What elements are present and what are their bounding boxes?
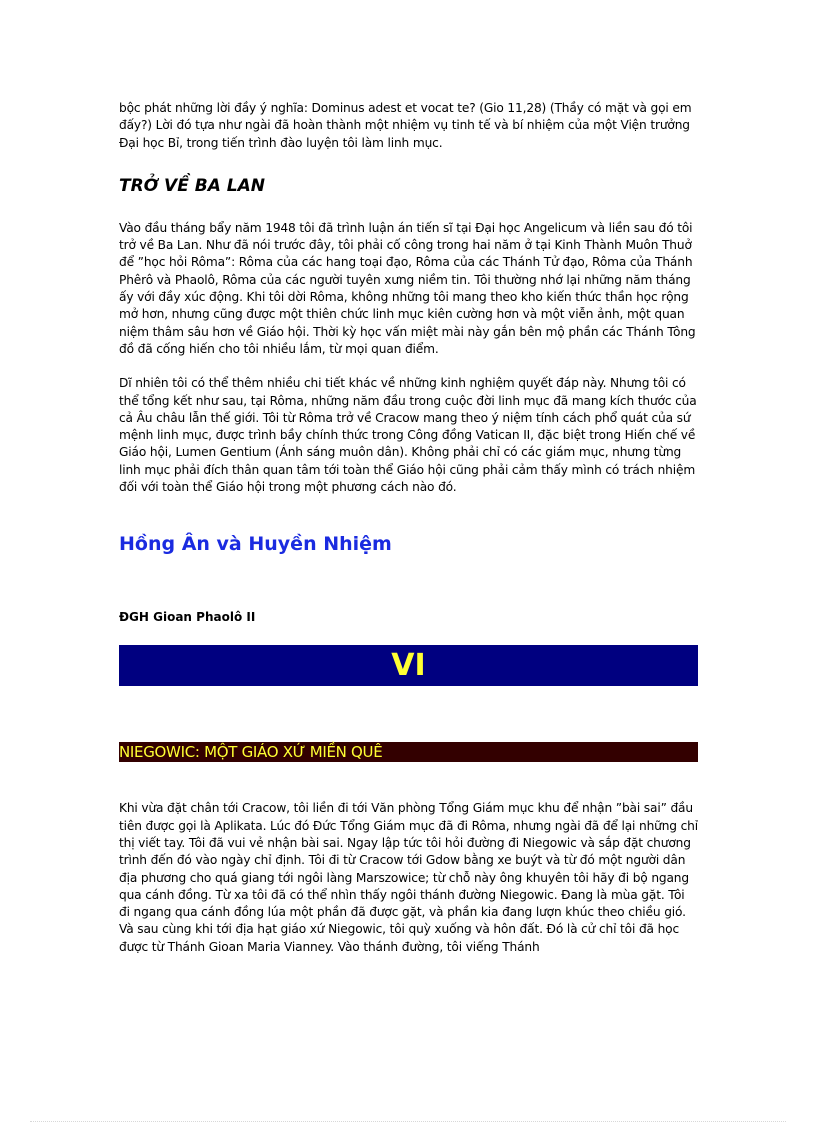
niegowic-paragraph: Khi vừa đặt chân tới Cracow, tôi liền đi tới Văn phòng Tổng Giám mục khu để nhận ”bài sai” đầu tiên được gọi là Aplikata. Lúc đó Đức Tổng Giám mục đã đi Rôma, nhưng ngài đã để lại những chỉ thị viết tay. Tôi đã vui vẻ nhận bài sai. Ngay lập tức tôi hỏi đường đi Niegowic và sắp đặt chương trình đến đó vào ngày chỉ định. Tôi đi từ Cracow tới Gdow bằng xe buýt và từ đó một người dân địa phương cho quá giang tới ngôi làng Marszowice; từ chỗ này ông khuyên tôi hãy đi bộ ngang qua cánh đồng. Từ xa tôi đã có thể nhìn thấy ngôi thánh đường Niegowic. Đang là mùa gặt. Tôi đi ngang qua cánh đồng lúa một phần đã được gặt, và phần kia đang lượn khúc theo chiều gió. Và sau cùng khi tới địa hạt giáo xứ Niegowic, tôi quỳ xuống và hôn đất. Đó là cử chỉ tôi đã học được từ Thánh Gioan Maria Vianney. Vào thánh đường, tôi viếng Thánh <box>119 801 698 954</box>
return-paragraph-1: Vào đầu tháng bẩy năm 1948 tôi đã trình luận án tiến sĩ tại Đại học Angelicum và liền sau đó tôi trở về Ba Lan. Như đã nói trước đây, tôi phải cố công trong hai năm ở tại Kinh Thành Muôn Thuở để ”học hỏi Rôma”: Rôma của các hang toại đạo, Rôma của các Thánh Tử đạo, Rôma của Thánh Phêrô và Phaolô, Rôma của các người tuyên xưng niềm tin. Tôi thường nhớ lại những năm tháng ấy với đầy xúc động. Khi tôi dời Rôma, không những tôi mang theo kho kiến thức thần học rộng mở hơn, nhưng cũng được một thiên chức linh mục kiên cường hơn và một viễn ảnh, một quan niệm thâm sâu hơn về Giáo hội. Thời kỳ học vấn miệt mài này gắn bên mộ phần các Thánh Tông đồ đã cống hiến cho tôi nhiều lắm, từ mọi quan điểm. <box>119 220 696 356</box>
chapter-banner <box>119 645 698 686</box>
chapter-number: VI <box>391 648 426 684</box>
chapter-title-banner <box>119 742 698 762</box>
section-heading-return: TRỞ VỀ BA LAN <box>119 175 265 196</box>
page-bottom-divider <box>30 1121 786 1122</box>
book-title: Hồng Ân và Huyền Nhiệm <box>119 533 392 556</box>
return-paragraph-2: Dĩ nhiên tôi có thể thêm nhiều chi tiết khác về những kinh nghiệm quyết đáp này. Nhưng tôi có thể tổng kết như sau, tại Rôma, những năm đầu trong cuộc đời linh mục đã mang kích thước của cả Âu châu lẫn thế giới. Tôi từ Rôma trở về Cracow mang theo ý niệm tính cách phổ quát của sứ mệnh linh mục, được trình bầy chính thức trong Công đồng Vatican II, đặc biệt trong Hiến chế về Giáo hội, Lumen Gentium (Ánh sáng muôn dân). Không phải chỉ có các giám mục, nhưng từng linh mục phải đích thân quan tâm tới toàn thể Giáo hội cũng phải cảm thấy mình có trách nhiệm đối với toàn thể Giáo hội trong một phương cách nào đó. <box>119 376 697 495</box>
chapter-title: NIEGOWIC: MỘT GIÁO XỨ MIỀN QUÊ <box>119 743 383 762</box>
document-page <box>119 100 699 956</box>
intro-paragraph: bộc phát những lời đầy ý nghĩa: Dominus adest et vocat te? (Gio 11,28) (Thầy có mặt và gọi em đấy?) Lời đó tựa như ngài đã hoàn thành một nhiệm vụ tinh tế và bí nhiệm của một Viện trưởng Đại học Bỉ, trong tiến trình đào luyện tôi làm linh mục. <box>119 101 692 150</box>
author-line: ĐGH Gioan Phaolô II <box>119 610 256 625</box>
